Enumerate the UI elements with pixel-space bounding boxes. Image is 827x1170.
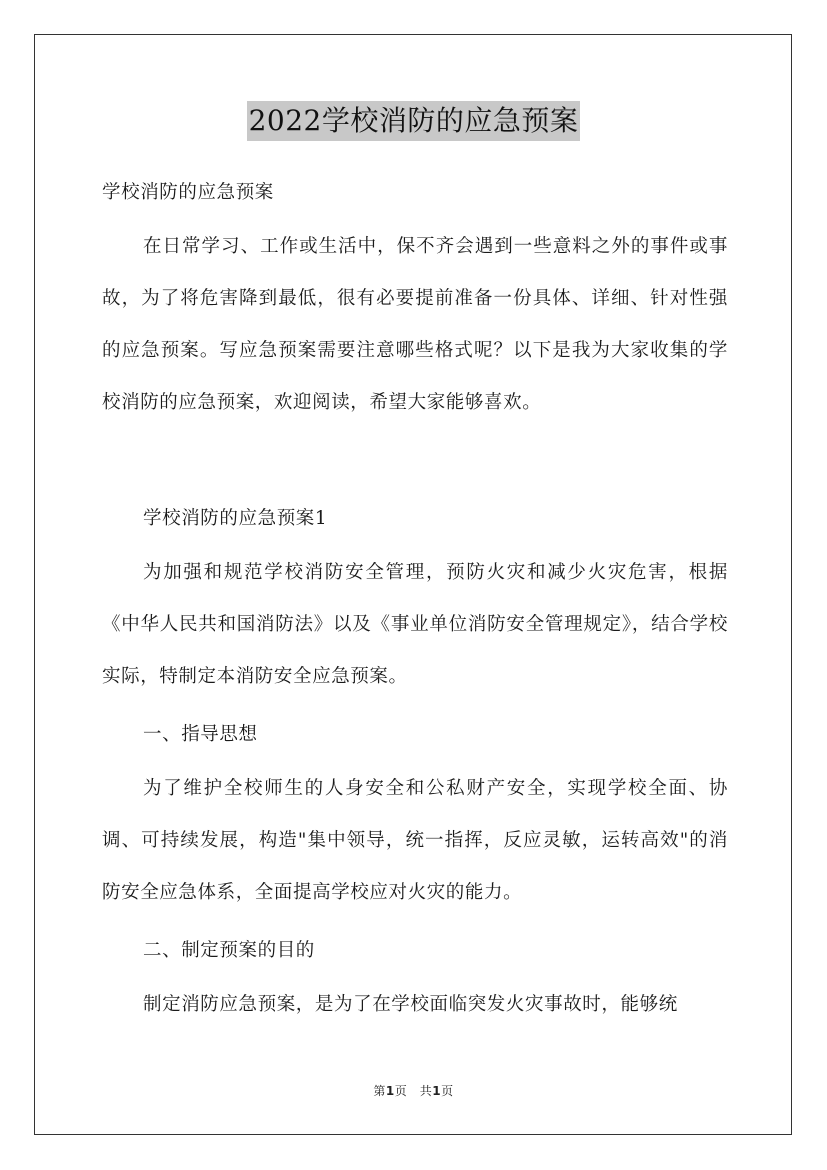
document-subtitle: 学校消防的应急预案	[102, 182, 274, 203]
heading-guiding-ideology: 一、指导思想	[143, 724, 258, 745]
intro-paragraph: 在日常学习、工作或生活中，保不齐会遇到一些意料之外的事件或事故，为了将危害降到最低，很有必要提前准备一份具体、详细、针对性强的应急预案。写应急预案需要注意哪些格式呢？以下是我为大家收集的学校消防的应急预案，欢迎阅读，希望大家能够喜欢。	[102, 236, 728, 413]
page-footer	[0, 1082, 827, 1099]
heading-plan-purpose: 二、制定预案的目的	[143, 940, 315, 961]
footer-suffix: 页	[441, 1084, 454, 1098]
document-title: 2022学校消防的应急预案	[247, 101, 581, 141]
footer-total-pages: 1	[432, 1084, 442, 1098]
title-container	[0, 101, 827, 141]
section1-paragraph: 为加强和规范学校消防安全管理，预防火灾和减少火灾危害，根据《中华人民共和国消防法》以及《事业单位消防安全管理规定》，结合学校实际，特制定本消防安全应急预案。	[102, 562, 728, 687]
plan-purpose-paragraph: 制定消防应急预案，是为了在学校面临突发火灾事故时，能够统	[143, 994, 678, 1015]
footer-current-page: 1	[385, 1084, 395, 1098]
section1-title: 学校消防的应急预案1	[143, 508, 328, 529]
footer-prefix: 第	[373, 1084, 386, 1098]
guiding-ideology-paragraph: 为了维护全校师生的人身安全和公私财产安全，实现学校全面、协调、可持续发展，构造"集中领导，统一指挥，反应灵敏，运转高效"的消防安全应急体系，全面提高学校应对火灾的能力。	[102, 778, 728, 903]
footer-mid: 页 共	[394, 1084, 433, 1098]
